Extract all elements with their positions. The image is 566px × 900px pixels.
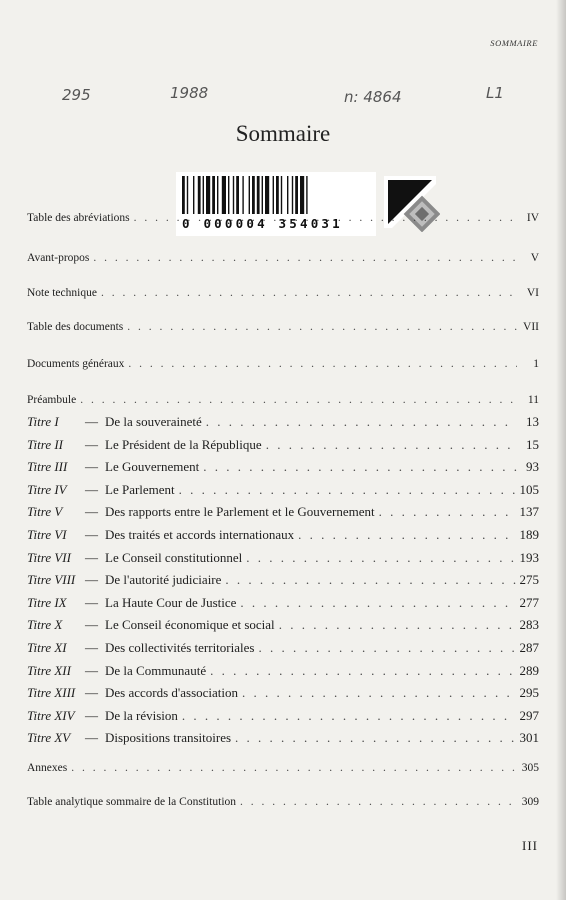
toc-titre-number: Titre XII [27,663,71,678]
toc-entry-label: Le Président de la République [105,437,262,452]
barcode-bar [276,176,279,214]
toc-entry-label: Avant-propos [27,252,90,264]
barcode-bar [187,176,188,214]
barcode-bar [249,176,250,214]
toc-entry-label: Le Gouvernement [105,459,200,474]
toc-dash: — [85,730,98,745]
toc-dash: — [85,437,98,452]
toc-leader-dots [235,730,515,746]
toc-leader-dots [80,394,517,406]
toc-entry-label: Des accords d'association [105,685,239,700]
barcode-bar [222,176,226,214]
toc-entry [27,796,539,816]
toc-leader-dots [258,640,515,656]
toc-entry-label: La Haute Cour de Justice [105,595,237,610]
toc-titre-number: Titre X [27,617,63,632]
barcode-bar [233,176,234,214]
toc-entry [27,572,539,592]
toc-leader-dots [206,414,517,430]
toc-entry-page: V [530,252,539,264]
toc-entry-page: 93 [526,459,539,474]
toc-leader-dots [242,685,515,701]
toc-entry-label: Table des abréviations [27,212,130,224]
handwritten-code: L1 [486,84,504,102]
toc-entry [27,708,539,728]
toc-entry-page: VII [523,321,539,333]
toc-entry [27,252,539,272]
toc-entry-page: 277 [519,595,539,610]
toc-entry [27,414,539,434]
toc-leader-dots [298,527,515,543]
toc-dash: — [85,527,98,542]
toc-dash: — [85,504,98,519]
toc-leader-dots [128,358,517,370]
toc-entry-page: 289 [519,663,539,678]
barcode-bar [252,176,255,214]
toc-titre-number: Titre I [27,414,59,429]
toc-entry [27,437,539,457]
toc-entry-label: Documents généraux [27,358,125,370]
toc-entry-page: 193 [519,550,539,565]
barcode-bar [242,176,243,214]
toc-entry-label: De la souveraineté [105,414,202,429]
toc-entry [27,321,539,341]
toc-dash: — [85,459,98,474]
toc-entry [27,527,539,547]
toc-titre-number: Titre VI [27,527,67,542]
toc-titre-number: Titre XIII [27,685,76,700]
toc-entry-page: VI [526,287,539,299]
barcode-bar [273,176,274,214]
toc-dash: — [85,572,98,587]
barcode-bar [193,176,194,214]
toc-entry-page: 309 [521,796,539,808]
barcode-number: 0 000004 354031 [182,216,343,231]
barcode-bar [198,176,201,214]
toc-leader-dots [101,287,517,299]
toc-leader-dots [240,796,517,808]
toc-entry [27,482,539,502]
toc-entry [27,459,539,479]
toc-entry-label: Annexes [27,762,68,774]
toc-entry-page: 305 [521,762,539,774]
toc-entry-page: 283 [519,617,539,632]
barcode-bar [295,176,298,214]
toc-leader-dots [127,321,517,333]
toc-entry-page: 275 [519,572,539,587]
toc-leader-dots [210,663,515,679]
toc-leader-dots [179,482,516,498]
toc-entry-label: Dispositions transitoires [105,730,232,745]
toc-entry-label: Des rapports entre le Parlement et le Gouvernement [105,504,375,519]
toc-entry [27,663,539,683]
toc-entry [27,504,539,524]
barcode-bar [287,176,288,214]
handwritten-number: 295 [62,86,91,104]
toc-entry-label: Le Parlement [105,482,175,497]
barcode-bar [300,176,304,214]
toc-leader-dots [71,762,517,774]
toc-entry-label: Le Conseil économique et social [105,617,275,632]
toc-entry-page: 13 [526,414,539,429]
toc-entry-label: De la révision [105,708,178,723]
toc-entry-label: Table analytique sommaire de la Constitution [27,796,237,808]
barcode-bar [212,176,215,214]
handwritten-reference: n: 4864 [344,88,402,106]
toc-leader-dots [379,504,516,520]
toc-entry-page: 105 [519,482,539,497]
toc-dash: — [85,663,98,678]
barcode-bar [228,176,229,214]
toc-entry-label: Table des documents [27,321,124,333]
toc-entry-label: Le Conseil constitutionnel [105,550,243,565]
barcode-bar [203,176,204,214]
toc-entry-page: IV [526,212,539,224]
toc-entry-page: 15 [526,437,539,452]
barcode-bar [306,176,307,214]
toc-entry-page: 287 [519,640,539,655]
toc-dash: — [85,482,98,497]
toc-titre-number: Titre XIV [27,708,75,723]
toc-entry [27,640,539,660]
toc-entry-label: Des traités et accords internationaux [105,527,295,542]
toc-titre-number: Titre V [27,504,63,519]
toc-titre-number: Titre XI [27,640,67,655]
toc-dash: — [85,640,98,655]
toc-leader-dots [246,550,515,566]
toc-entry-label: Des collectivités territoriales [105,640,255,655]
toc-leader-dots [134,212,517,224]
toc-dash: — [85,685,98,700]
toc-titre-number: Titre III [27,459,68,474]
toc-leader-dots [240,595,515,611]
toc-titre-number: Titre VIII [27,572,76,587]
page-title: Sommaire [235,121,331,146]
toc-leader-dots [203,459,517,475]
page-number: III [522,838,538,853]
barcode-bar [182,176,185,214]
toc-entry [27,394,539,414]
barcode-bar [206,176,210,214]
toc-leader-dots [182,708,516,724]
barcode-bar [257,176,260,214]
toc-dash: — [85,708,98,723]
toc-titre-number: Titre XV [27,730,71,745]
toc-entry [27,358,539,378]
toc-dash: — [85,595,98,610]
toc-entry [27,685,539,705]
barcode-bar [262,176,263,214]
toc-entry-label: De l'autorité judiciaire [105,572,222,587]
toc-entry-page: 297 [519,708,539,723]
toc-dash: — [85,414,98,429]
toc-entry [27,617,539,637]
toc-titre-number: Titre VII [27,550,71,565]
toc-entry-page: 295 [519,685,539,700]
toc-entry [27,287,539,307]
barcode-bar [292,176,293,214]
handwritten-year: 1988 [170,84,209,102]
barcode-bar [217,176,218,214]
toc-titre-number: Titre IX [27,595,67,610]
toc-entry-page: 11 [527,394,539,406]
toc-entry [27,762,539,782]
barcode-bar [265,176,269,214]
toc-entry-page: 1 [533,358,539,370]
toc-leader-dots [279,617,516,633]
barcode-bar [281,176,282,214]
toc-titre-number: Titre II [27,437,63,452]
toc-entry [27,730,539,750]
toc-leader-dots [93,252,517,264]
toc-entry-label: Note technique [27,287,97,299]
toc-entry-page: 301 [519,730,539,745]
toc-entry [27,212,539,232]
toc-titre-number: Titre IV [27,482,67,497]
barcode-icon [176,172,376,216]
toc-dash: — [85,617,98,632]
toc-leader-dots [266,437,517,453]
toc-entry-page: 189 [519,527,539,542]
barcode-bar [236,176,239,214]
running-head: SOMMAIRE [490,38,538,48]
toc-dash: — [85,550,98,565]
toc-entry-label: De la Communauté [105,663,207,678]
toc-leader-dots [225,572,515,588]
toc-entry-label: Préambule [27,394,77,406]
toc-entry [27,550,539,570]
toc-entry-page: 137 [519,504,539,519]
toc-entry [27,595,539,615]
